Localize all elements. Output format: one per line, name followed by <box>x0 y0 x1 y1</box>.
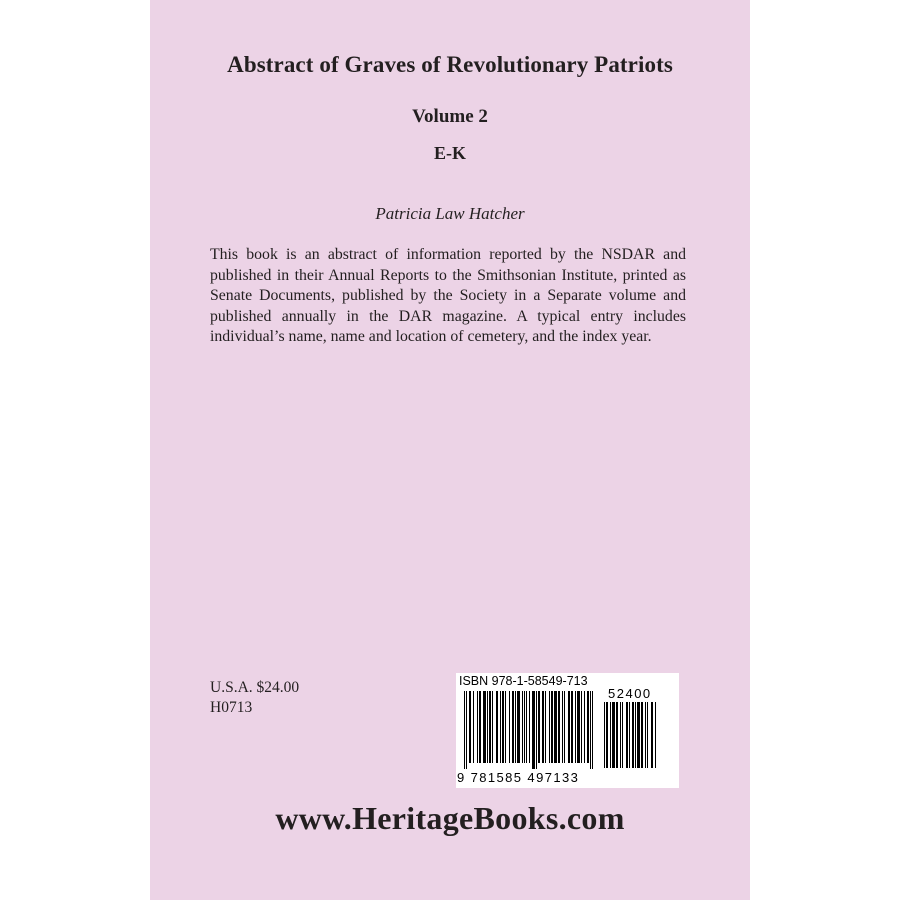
barcode-digits: 9 781585 497133 <box>457 770 580 785</box>
price: U.S.A. $24.00 <box>210 679 300 696</box>
barcode-bar <box>549 691 550 763</box>
barcode-bar <box>545 691 546 763</box>
barcode-bar <box>616 702 618 768</box>
barcode-bar <box>509 691 510 763</box>
barcode-bar <box>492 691 493 763</box>
barcode-bar <box>626 702 628 768</box>
barcode-bar <box>512 691 514 763</box>
barcode-bar <box>554 691 557 763</box>
barcode-bar <box>568 691 570 763</box>
barcode-bar <box>655 702 656 768</box>
barcode-bar <box>466 691 467 769</box>
barcode-bar <box>564 691 565 763</box>
barcode-bar <box>464 691 465 769</box>
barcode-bar <box>637 702 640 768</box>
publisher-website[interactable]: www.HeritageBooks.com <box>275 800 625 836</box>
barcode-bar <box>562 691 563 763</box>
isbn-barcode-bars <box>464 691 600 771</box>
barcode-bar <box>635 702 636 768</box>
barcode-bar <box>524 691 525 763</box>
barcode-bar <box>647 702 648 768</box>
barcode-bar <box>632 702 634 768</box>
barcode-bar <box>483 691 486 763</box>
barcode-bar <box>526 691 527 763</box>
barcode-bar <box>515 691 516 763</box>
isbn-label: ISBN 978-1-58549-713 <box>459 674 588 688</box>
barcode-bar <box>500 691 501 763</box>
barcode-bar <box>487 691 488 763</box>
barcode-bar <box>532 691 535 769</box>
barcode-bar <box>606 702 608 768</box>
item-code: H0713 <box>210 699 253 716</box>
barcode-bar <box>622 702 623 768</box>
barcode-bar <box>517 691 520 763</box>
barcode-bar <box>522 691 523 763</box>
barcode-bar <box>571 691 573 763</box>
volume-label: Volume 2 <box>412 106 488 127</box>
barcode-bar <box>584 691 585 763</box>
barcode-bar <box>587 691 589 763</box>
barcode-bar <box>651 702 653 768</box>
barcode <box>456 673 679 788</box>
barcode-bar <box>577 691 580 763</box>
barcode-bar <box>612 702 615 768</box>
barcode-bar <box>489 691 491 763</box>
barcode-bar <box>592 691 593 769</box>
barcode-bar <box>536 691 537 769</box>
barcode-bar <box>496 691 498 763</box>
author-name: Patricia Law Hatcher <box>375 204 525 223</box>
barcode-bar <box>645 702 646 768</box>
barcode-bar <box>604 702 605 768</box>
barcode-bar <box>529 691 530 763</box>
barcode-bar <box>479 691 481 763</box>
addon-barcode-bars <box>604 702 674 771</box>
book-title: Abstract of Graves of Revolutionary Patriots <box>227 52 673 77</box>
barcode-bar <box>473 691 474 763</box>
barcode-bar <box>558 691 560 763</box>
barcode-bar <box>575 691 576 763</box>
barcode-bar <box>505 691 506 763</box>
book-description: This book is an abstract of information reported by the NSDAR and published in their Annual Reports to the Smithsonian Institute, printed as Senate Documents, published by the Society in a Separate volume and published annually in the DAR magazine. A typical entry includes individual’s name, name and location of cemetery, and the index year. <box>210 246 686 346</box>
back-cover <box>150 0 750 900</box>
barcode-bar <box>590 691 591 769</box>
barcode-bar <box>620 702 621 768</box>
price-block <box>210 678 299 718</box>
barcode-bar <box>610 702 611 768</box>
barcode-bar <box>477 691 478 763</box>
barcode-bar <box>469 691 471 763</box>
barcode-bar <box>581 691 582 763</box>
barcode-bar <box>629 702 630 768</box>
barcode-bar <box>502 691 504 763</box>
barcode-bar <box>542 691 544 763</box>
barcode-bar <box>538 691 540 763</box>
barcode-bar <box>551 691 553 763</box>
price-addon-number: 52400 <box>608 686 652 701</box>
barcode-bar <box>641 702 643 768</box>
letter-range: E-K <box>433 143 466 163</box>
